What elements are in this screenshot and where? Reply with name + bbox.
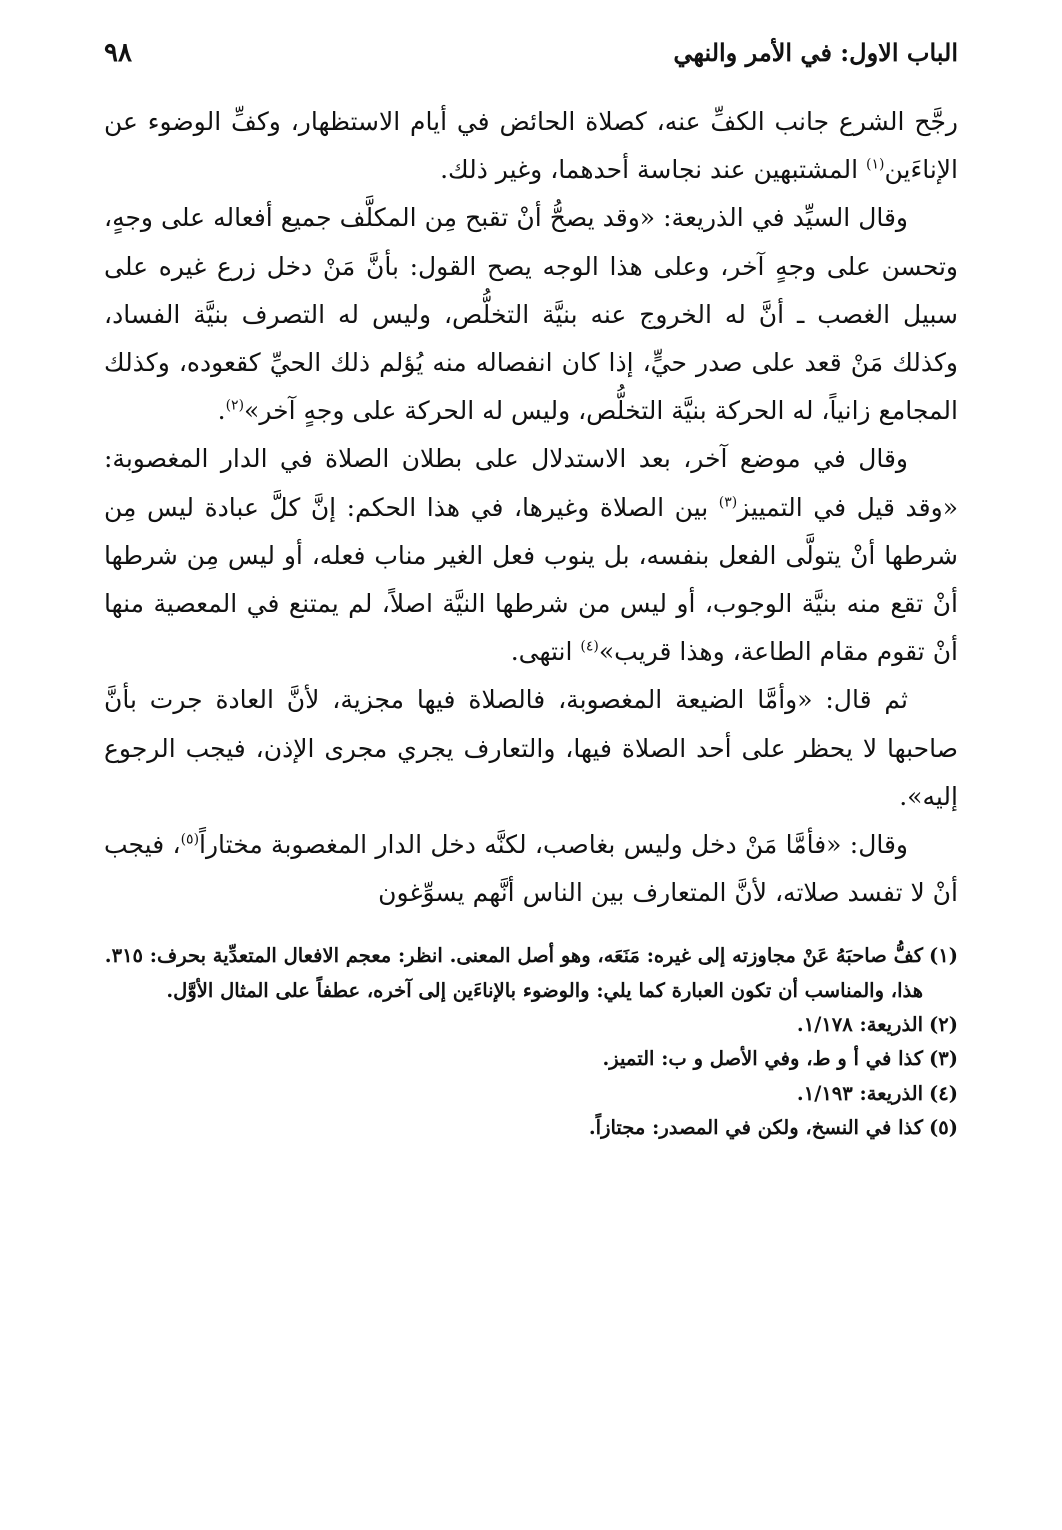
- footnote-number: (٢): [929, 1013, 958, 1037]
- main-text: [104, 98, 958, 917]
- paragraph-text: وقال السيِّد في الذريعة: «وقد يصحُّ أنْ تقبح مِن المكلَّف جميع أفعاله على وجهٍ، وتحسن على وجهٍ آخر، وعلى هذا الوجه يصح القول: بأنَّ مَنْ دخل زرع غيره على سبيل الغصب ـ أنَّ له الخروج عنه بنيَّة التخلُّص، وليس له التصرف بنيَّة الفساد، وكذلك مَنْ قعد على صدر حيٍّ، إذا كان انفصاله منه يُؤلم ذلك الحيِّ كقعوده، وكذلك المجامع زانياً، له الحركة بنيَّة التخلُّص، وليس له الحركة على وجهٍ آخر»: [104, 203, 958, 426]
- running-title: الباب الاول: في الأمر والنهي: [673, 38, 958, 67]
- footnote: [104, 939, 958, 1008]
- paragraph-text: ثم قال: «وأمَّا الضيعة المغصوبة، فالصلاة فيها مجزية، لأنَّ العادة جرت بأنَّ صاحبها لا يحظر على أحد الصلاة فيها، والتعارف يجري مجرى الإذن، فيجب الرجوع إليه».: [104, 685, 958, 811]
- paragraph-text: .: [217, 396, 226, 426]
- footnote-text: كفُّ صاحبَهُ عَنْ مجاوزته إلى غيره: مَنَعَه، وهو أصل المعنى. انظر: معجم الافعال المتعدِّية بحرف: ٣١٥. هذا، والمناسب أن تكون العبارة كما يلي: والوضوء بالإناءَين إلى آخره، عطفاً على المثال الأوَّل.: [104, 944, 924, 1002]
- footnote-marker: (٣): [718, 494, 738, 511]
- footnote: [104, 1042, 958, 1076]
- footnote-marker: (٥): [180, 831, 200, 848]
- paragraph-text: المشتبهين عند نجاسة أحدهما، وغير ذلك.: [440, 155, 866, 185]
- paragraph: [104, 98, 958, 194]
- footnote-marker: (١): [866, 156, 885, 173]
- footnote-text: كذا في النسخ، ولكن في المصدر: مجتازاً.: [588, 1115, 924, 1139]
- footnote: [104, 1008, 958, 1042]
- footnote-number: (٣): [929, 1047, 958, 1071]
- page-number: ٩٨: [104, 38, 132, 68]
- paragraph: [104, 435, 958, 676]
- footnote-text: الذريعة: ١/١٩٣.: [796, 1081, 924, 1105]
- paragraph-text: ، فيجب أنْ لا تفسد صلاته، لأنَّ المتعارف بين الناس أنَّهم يسوِّغون: [104, 830, 958, 908]
- footnote-marker: (٤): [580, 638, 599, 655]
- paragraph: [104, 194, 958, 435]
- footnote-number: (٤): [929, 1081, 958, 1105]
- paragraph-text: رجَّح الشرع جانب الكفِّ عنه، كصلاة الحائض في أيام الاستظهار، وكفِّ الوضوء عن الإناءَين: [104, 107, 958, 185]
- footnote: [104, 1111, 958, 1145]
- page-header: [104, 38, 958, 88]
- footnote-text: الذريعة: ١/١٧٨.: [796, 1013, 924, 1037]
- footnote-text: كذا في أ و ط، وفي الأصل و ب: التميز.: [602, 1047, 924, 1071]
- paragraph: [104, 821, 958, 917]
- paragraph-text: بين الصلاة وغيرها، في هذا الحكم: إنَّ كلَّ عبادة ليس مِن شرطها أنْ يتولَّى الفعل بنفسه، بل ينوب فعل الغير مناب فعله، أو ليس مِن شرطها أنْ تقع منه بنيَّة الوجوب، أو ليس من شرطها النيَّة اصلاً، لم يمتنع في المعصية منها أنْ تقوم مقام الطاعة، وهذا قريب»: [104, 492, 958, 667]
- footnote-number: (١): [929, 944, 958, 968]
- paragraph: [104, 676, 958, 821]
- paragraph-text: وقال في موضع آخر، بعد الاستدلال على بطلان الصلاة في الدار المغصوبة: «وقد قيل في التمييز: [104, 444, 958, 522]
- footnote-marker: (٢): [225, 397, 245, 414]
- paragraph-text: وقال: «فأمَّا مَنْ دخل وليس بغاصب، لكنَّه دخل الدار المغصوبة مختاراً: [199, 830, 909, 860]
- paragraph-text: انتهى.: [510, 637, 581, 667]
- footnotes: [104, 939, 958, 1145]
- footnote-number: (٥): [929, 1115, 958, 1139]
- footnote: [104, 1077, 958, 1111]
